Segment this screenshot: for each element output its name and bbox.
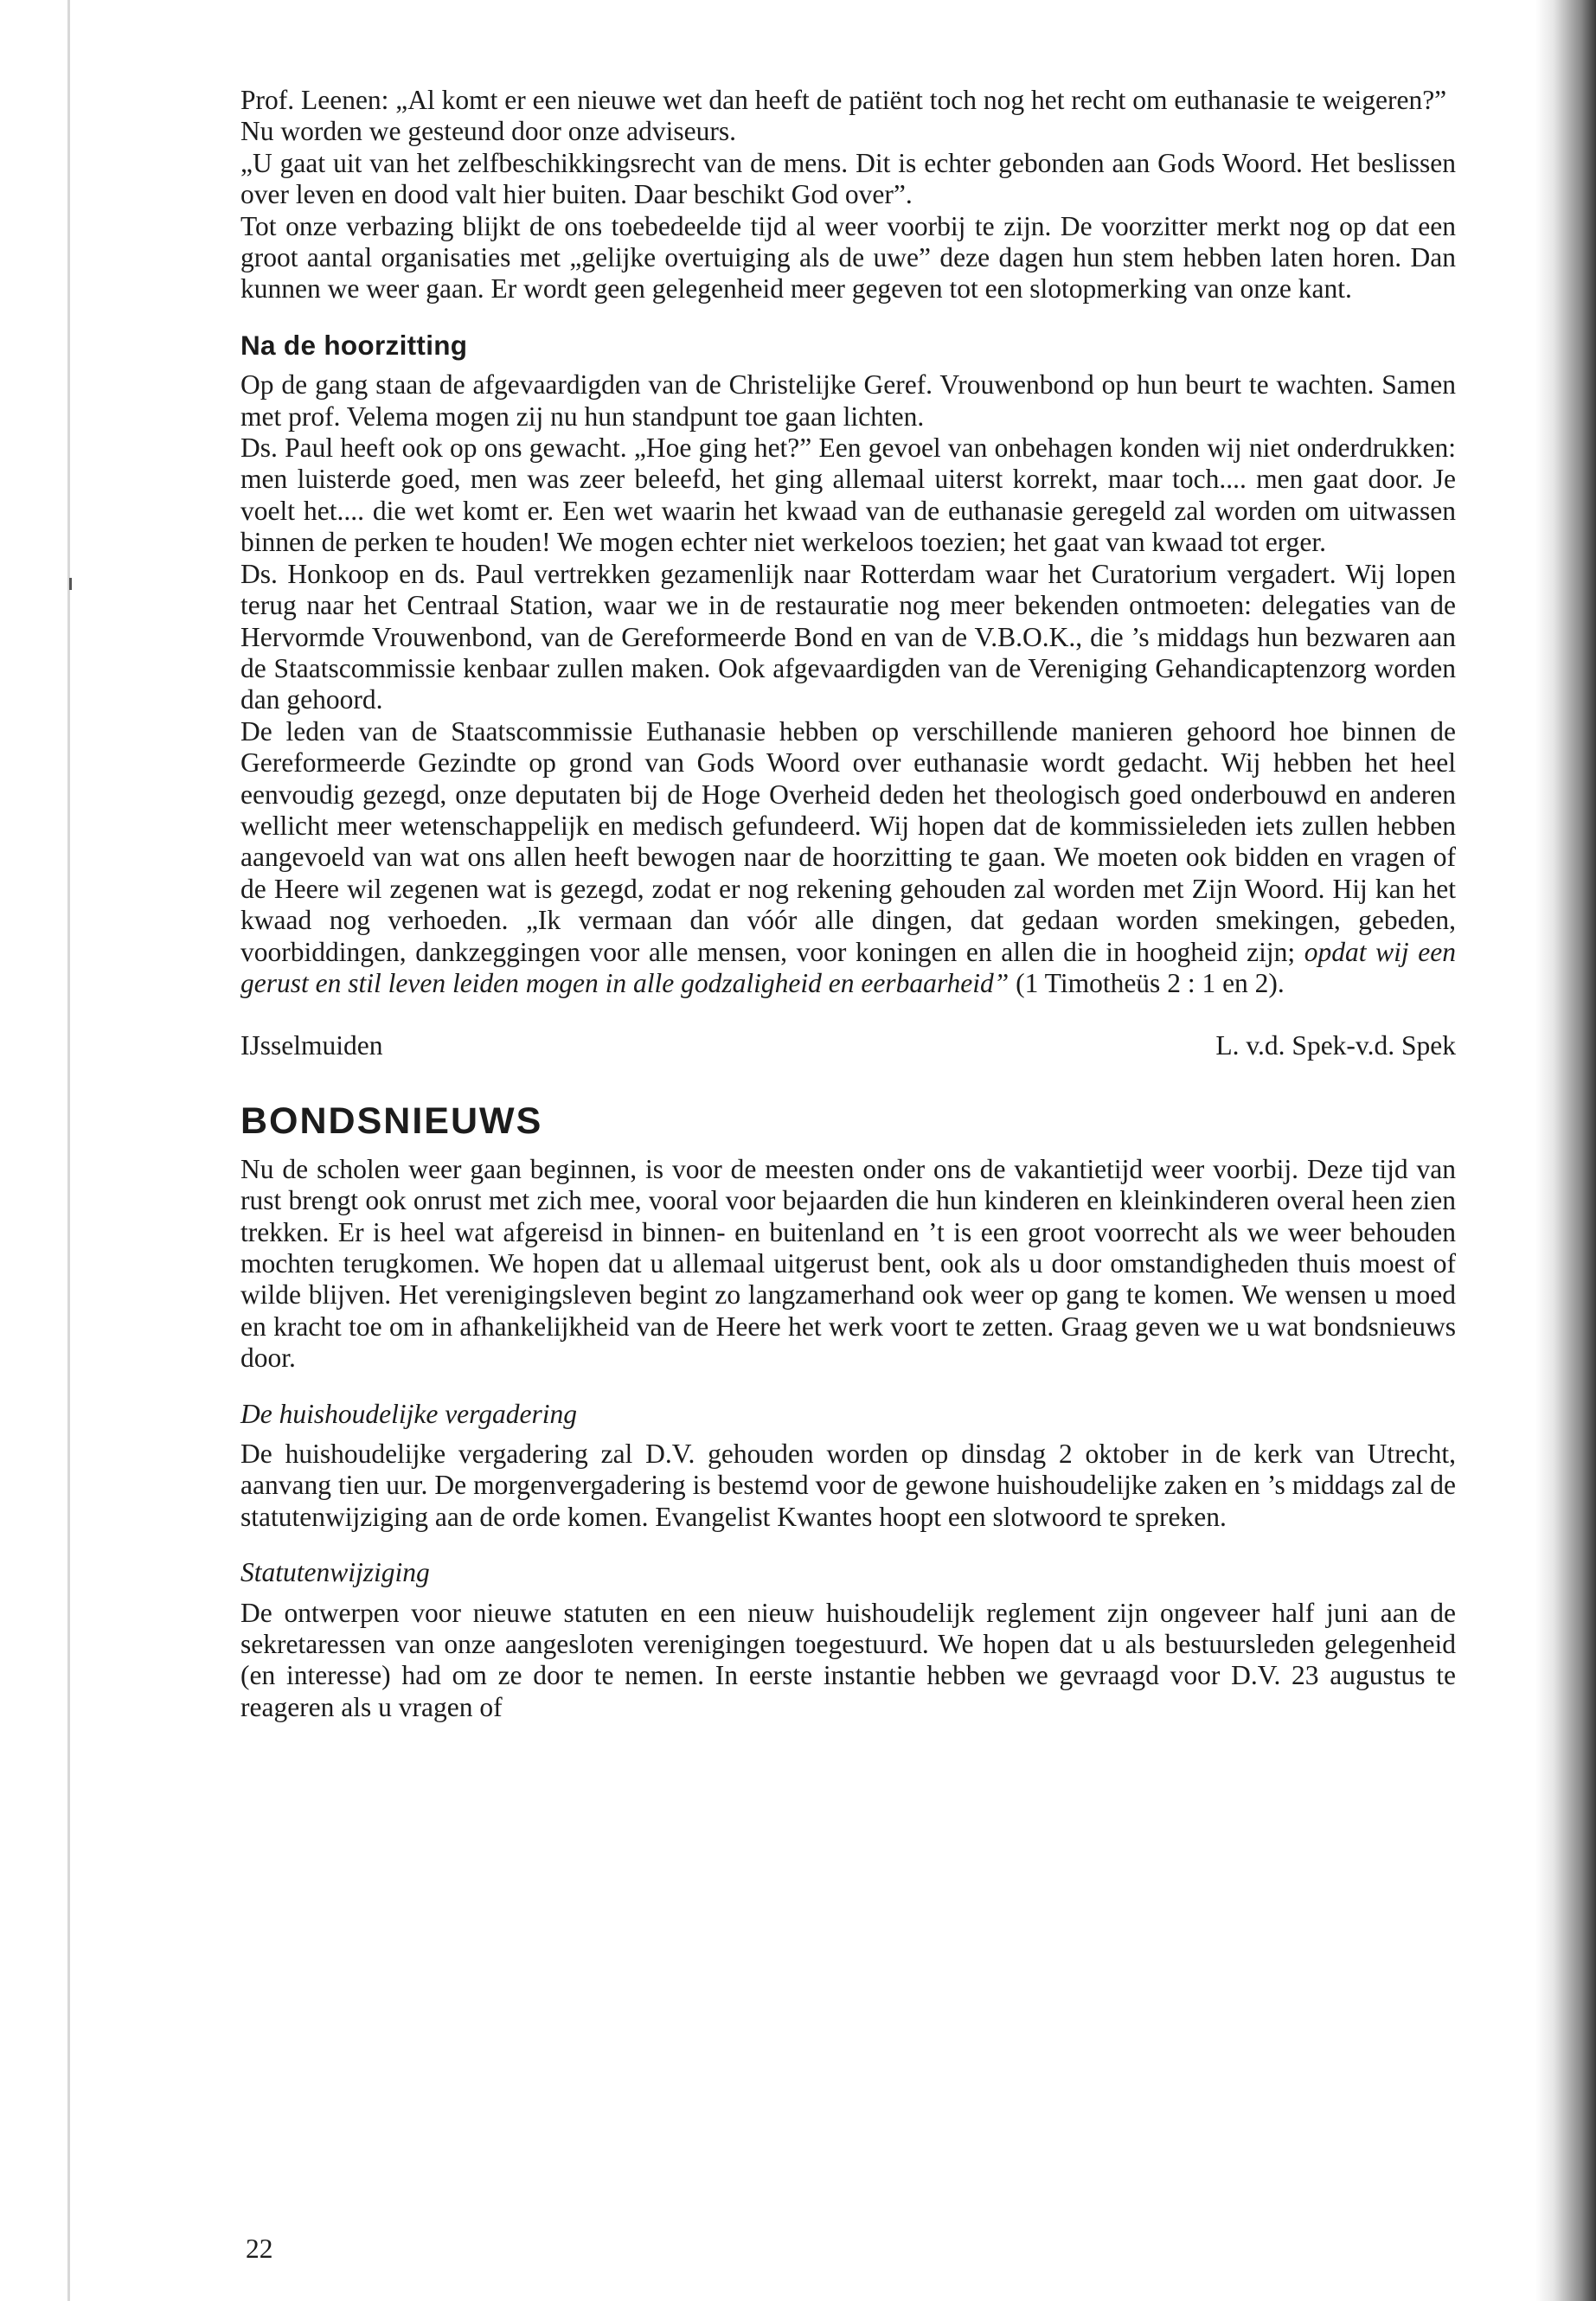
section-text-statutenwijziging: De ontwerpen voor nieuwe statuten en een nieuw huishoudelijk reglement zijn ongeveer half juni aan de sekretaressen van onze aangesloten verenigingen toegestuurd. We hopen dat u als bestuursleden gelegenheid (en interesse) had om ze door te nemen. In eerste instantie hebben we gevraagd voor D.V. 23 augustus te reageren als u vragen of (240, 1597, 1456, 1722)
page-number: 22 (246, 2234, 273, 2264)
text-column (240, 85, 1456, 1723)
bible-reference: (1 Timotheüs 2 : 1 en 2). (1009, 967, 1285, 998)
bible-quote-italic: opdat wij een gerust en stil leven leiden mogen in alle godzaligheid en eerbaarheid” (240, 936, 1457, 998)
section-heading-statutenwijziging: Statutenwijziging (240, 1557, 430, 1588)
paragraph: Op de gang staan de afgevaardigden van de Christelijke Geref. Vrouwenbond op hun beurt te wachten. Samen met prof. Velema mogen zij nu hun standpunt toe gaan lichten. (240, 369, 1456, 432)
hearing-block (240, 85, 1456, 305)
signature-place: IJsselmuiden (240, 1030, 383, 1061)
hearing-line: Tot onze verbazing blijkt de ons toebedeelde tijd al weer voorbij te zijn. De voorzitter merkt nog op dat een groot aantal organisaties met „gelijke overtuiging als de uwe” deze dagen hun stem hebben laten horen. Dan kunnen we weer gaan. Er wordt geen gelegenheid meer gegeven tot een slotopmerking van onze kant. (240, 210, 1456, 304)
section-heading-huishoudelijke-vergadering: De huishoudelijke vergadering (240, 1398, 577, 1429)
after-hearing-block (240, 369, 1456, 999)
page-left-edge (67, 0, 70, 2301)
scan-mark (69, 578, 72, 590)
bondsnieuws-title: BONDSNIEUWS (240, 1099, 543, 1142)
signature-row (240, 1030, 1456, 1061)
after-hearing-heading: Na de hoorzitting (240, 329, 468, 361)
bondsnieuws-intro: Nu de scholen weer gaan beginnen, is voor de meesten onder ons de vakantietijd weer voorbij. Deze tijd van rust brengt ook onrust met zich mee, vooral voor bejaarden die hun kinderen en kleinkinderen overal heen zien trekken. Er is heel wat afgereisd in binnen- en buitenland en ’t is een groot voorrecht als we weer behouden mochten terugkomen. We hopen dat u allemaal uitgerust bent, ook als u door omstandigheden thuis moest of wilde blijven. Het verenigingsleven begint zo langzamerhand ook weer op gang te komen. We wensen u moed en kracht toe om in afhankelijkheid van de Heere het werk voort te zetten. Graag geven we u wat bondsnieuws door. (240, 1153, 1456, 1374)
page-binding-shadow (1535, 0, 1596, 2301)
hearing-line: Prof. Leenen: „Al komt er een nieuwe wet dan heeft de patiënt toch nog het recht om euthanasie te weigeren?” (240, 85, 1447, 115)
closing-text: De leden van de Staatscommissie Euthanasie hebben op verschillende manieren gehoord hoe binnen de Gereformeerde Gezindte op grond van Gods Woord over euthanasie wordt gedacht. Wij hebben het heel eenvoudig gezegd, onze deputaten bij de Hoge Overheid deden het theologisch goed onderbouwd en anderen wellicht meer wetenschappelijk en medisch gefundeerd. Wij hopen dat de kommissieleden iets zullen hebben aangevoeld van wat ons allen heeft bewogen naar de hoorzitting te gaan. We moeten ook bidden en vragen of de Heere wil zegenen wat is gezegd, zodat er nog rekening gehouden zal worden met Zijn Woord. Hij kan het kwaad nog verhoeden. „Ik vermaan dan vóór alle dingen, dat gedaan worden smekingen, gebeden, voorbiddingen, dankzeggingen voor alle mensen, voor koningen en allen die in hoogheid zijn; (240, 715, 1456, 967)
paragraph: Ds. Paul heeft ook op ons gewacht. „Hoe ging het?” Een gevoel van onbehagen konden wij niet onderdrukken: men luisterde goed, men was zeer beleefd, het ging allemaal uiterst korrekt, maar toch.... men gaat door. Je voelt het.... die wet komt er. Een wet waarin het kwaad van de euthanasie geregeld zal worden om uitwassen binnen de perken te houden! We mogen echter niet werkeloos toezien; het gaat van kwaad tot erger. (240, 433, 1456, 558)
hearing-line: „U gaat uit van het zelfbeschikkingsrecht van de mens. Dit is echter gebonden aan Gods Woord. Het beslissen over leven en dood valt hier buiten. Daar beschikt God over”. (240, 147, 1456, 210)
section-text-huishoudelijke-vergadering: De huishoudelijke vergadering zal D.V. gehouden worden op dinsdag 2 oktober in de kerk van Utrecht, aanvang tien uur. De morgenvergadering is bestemd voor de gewone huishoudelijke zaken en ’s middags zal de statutenwijziging aan de orde komen. Evangelist Kwantes hoopt een slotwoord te spreken. (240, 1439, 1456, 1532)
signature-author: L. v.d. Spek-v.d. Spek (1215, 1030, 1456, 1061)
paragraph: Ds. Honkoop en ds. Paul vertrekken gezamenlijk naar Rotterdam waar het Curatorium vergadert. Wij lopen terug naar het Centraal Station, waar we in de restauratie nog meer bekenden ontmoeten: delegaties van de Hervormde Vrouwenbond, van de Gereformeerde Bond en van de V.B.O.K., die ’s middags hun bezwaren aan de Staatscommissie kenbaar zullen maken. Ook afgevaardigden van de Vereniging Gehandicaptenzorg worden dan gehoord. (240, 558, 1456, 715)
hearing-line: Nu worden we gesteund door onze adviseurs. (240, 116, 736, 147)
closing-paragraph (240, 716, 1456, 1000)
